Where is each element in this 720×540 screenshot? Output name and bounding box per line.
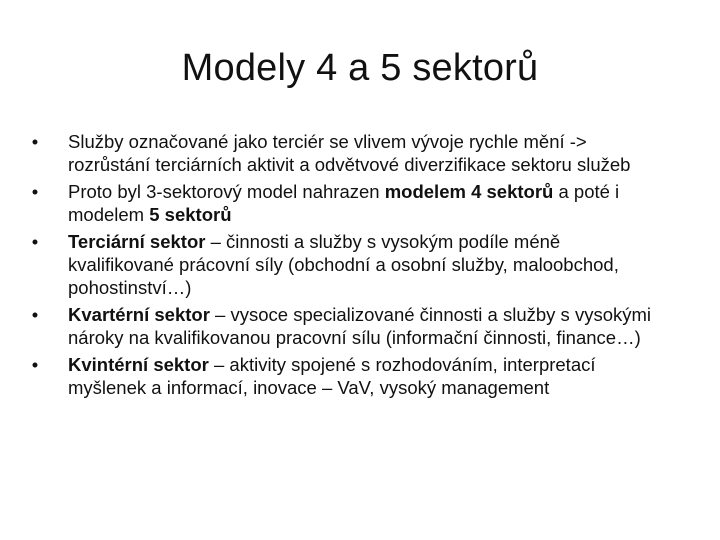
- bullet-text: – činnosti a služby s vysokým podíle méně kvalifikované prácovní síly (obchodní a osobní služby, maloobchod, pohostinství…): [68, 231, 619, 298]
- bullet-bold-text: modelem 4 sektorů: [384, 181, 554, 202]
- bullet-dot-icon: •: [31, 181, 39, 202]
- bullet-text: Proto byl 3-sektorový model nahrazen: [68, 181, 385, 202]
- bullet-list: [28, 130, 668, 403]
- bullet-item: [28, 230, 668, 299]
- bullet-item: [28, 353, 668, 399]
- bullet-dot-icon: •: [31, 231, 39, 252]
- bullet-text: Služby označované jako terciér se vlivem vývoje rychle mění -> rozrůstání terciárních aktivit a odvětvové diverzifikace sektoru služeb: [68, 131, 631, 175]
- bullet-dot-icon: •: [31, 354, 39, 375]
- bullet-dot-icon: •: [31, 131, 39, 152]
- bullet-dot-icon: •: [31, 304, 39, 325]
- bullet-text: – vysoce specializované činnosti a služby s vysokými nároky na kvalifikovanou pracovní sílu (informační činnosti, finance…): [68, 304, 652, 348]
- bullet-bold-text: 5 sektorů: [149, 204, 232, 225]
- bullet-item: [28, 303, 668, 349]
- bullet-item: [28, 180, 668, 226]
- slide-title: Modely 4 a 5 sektorů: [181, 47, 539, 89]
- bullet-bold-text: Kvartérní sektor: [68, 304, 210, 325]
- bullet-bold-text: Terciární sektor: [68, 231, 206, 252]
- bullet-text: a poté i modelem: [68, 181, 620, 225]
- bullet-item: [28, 130, 668, 176]
- bullet-bold-text: Kvintérní sektor: [68, 354, 209, 375]
- bullet-text: – aktivity spojené s rozhodováním, interpretací myšlenek a informací, inovace – VaV, vysoký management: [68, 354, 596, 398]
